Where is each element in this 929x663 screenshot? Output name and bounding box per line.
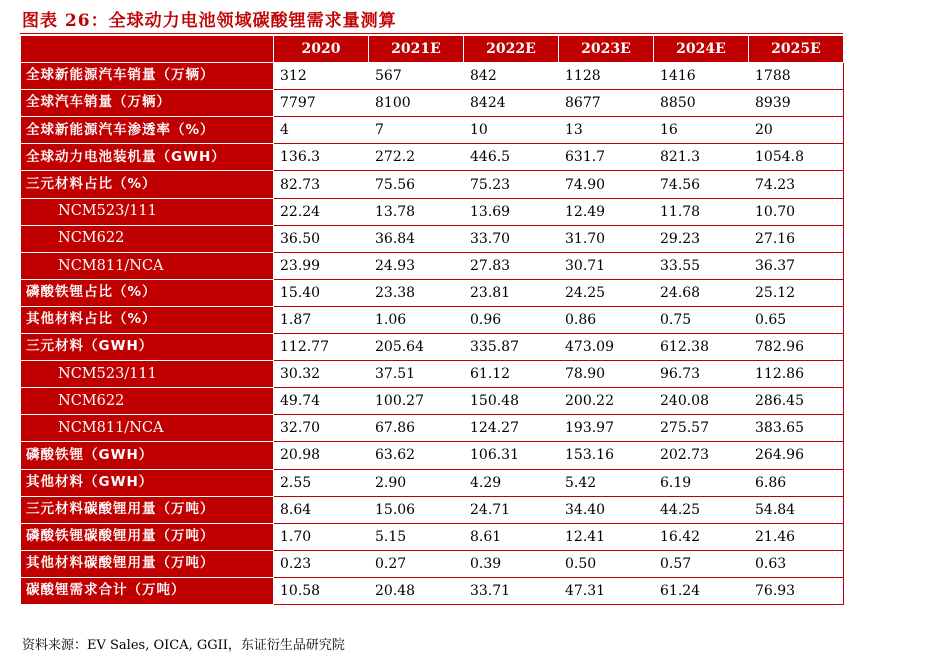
table-cell: 63.62	[369, 442, 464, 469]
row-label: 磷酸铁锂（GWH）	[21, 442, 274, 469]
row-label: 三元材料占比（%）	[21, 171, 274, 198]
row-label: 其他材料占比（%）	[21, 306, 274, 333]
table-cell: 5.42	[559, 469, 654, 496]
table-cell: 20.98	[274, 442, 369, 469]
table-cell: 74.23	[749, 171, 844, 198]
table-cell: 25.12	[749, 279, 844, 306]
table-cell: 23.81	[464, 279, 559, 306]
table-cell: 136.3	[274, 144, 369, 171]
table-cell: 24.68	[654, 279, 749, 306]
table-cell: 37.51	[369, 361, 464, 388]
table-cell: 1416	[654, 63, 749, 90]
table-cell: 7	[369, 117, 464, 144]
table-cell: 20	[749, 117, 844, 144]
row-label: 全球动力电池装机量（GWH）	[21, 144, 274, 171]
table-cell: 106.31	[464, 442, 559, 469]
table-cell: 124.27	[464, 415, 559, 442]
table-cell: 2.90	[369, 469, 464, 496]
table-cell: 202.73	[654, 442, 749, 469]
table-cell: 0.65	[749, 306, 844, 333]
table-row	[21, 144, 844, 171]
table-cell: 473.09	[559, 334, 654, 361]
row-label: NCM811/NCA	[21, 415, 274, 442]
table-cell: 1.70	[274, 523, 369, 550]
table-cell: 1788	[749, 63, 844, 90]
table-cell: 0.96	[464, 306, 559, 333]
table-cell: 20.48	[369, 577, 464, 604]
table-cell: 27.83	[464, 252, 559, 279]
table-cell: 16	[654, 117, 749, 144]
table-cell: 112.86	[749, 361, 844, 388]
table-cell: 74.90	[559, 171, 654, 198]
table-cell: 24.71	[464, 496, 559, 523]
table-cell: 23.38	[369, 279, 464, 306]
table-cell: 8677	[559, 90, 654, 117]
column-header: 2021E	[369, 36, 464, 63]
table-row	[21, 496, 844, 523]
table-cell: 47.31	[559, 577, 654, 604]
table-cell: 1128	[559, 63, 654, 90]
table-cell: 0.39	[464, 550, 559, 577]
table-cell: 49.74	[274, 388, 369, 415]
table-cell: 13.69	[464, 198, 559, 225]
table-row	[21, 63, 844, 90]
table-cell: 74.56	[654, 171, 749, 198]
table-cell: 6.19	[654, 469, 749, 496]
column-header: 2020	[274, 36, 369, 63]
table-cell: 12.49	[559, 198, 654, 225]
table-row	[21, 117, 844, 144]
column-header: 2022E	[464, 36, 559, 63]
table-cell: 383.65	[749, 415, 844, 442]
table-row	[21, 306, 844, 333]
table-row	[21, 550, 844, 577]
table-cell: 150.48	[464, 388, 559, 415]
column-header: 2023E	[559, 36, 654, 63]
table-cell: 200.22	[559, 388, 654, 415]
table-cell: 10	[464, 117, 559, 144]
figure-title: 图表 26：全球动力电池领域碳酸锂需求量测算	[22, 11, 397, 31]
row-label: NCM622	[21, 388, 274, 415]
table-cell: 631.7	[559, 144, 654, 171]
table-cell: 782.96	[749, 334, 844, 361]
table-cell: 612.38	[654, 334, 749, 361]
row-label: NCM811/NCA	[21, 252, 274, 279]
table-cell: 44.25	[654, 496, 749, 523]
row-label: 其他材料（GWH）	[21, 469, 274, 496]
table-cell: 4.29	[464, 469, 559, 496]
table-cell: 100.27	[369, 388, 464, 415]
table-cell: 153.16	[559, 442, 654, 469]
table-cell: 335.87	[464, 334, 559, 361]
table-cell: 8.61	[464, 523, 559, 550]
table-cell: 61.24	[654, 577, 749, 604]
table-cell: 30.71	[559, 252, 654, 279]
table-cell: 0.63	[749, 550, 844, 577]
table-cell: 0.50	[559, 550, 654, 577]
row-label: 碳酸锂需求合计（万吨）	[21, 577, 274, 604]
source-note: 资料来源：EV Sales, OICA, GGII，东证衍生品研究院	[22, 638, 345, 653]
table-cell: 36.84	[369, 225, 464, 252]
table-cell: 23.99	[274, 252, 369, 279]
table-cell: 0.23	[274, 550, 369, 577]
table-cell: 7797	[274, 90, 369, 117]
table-cell: 10.58	[274, 577, 369, 604]
table-cell: 1.06	[369, 306, 464, 333]
table-row	[21, 388, 844, 415]
table-cell: 8.64	[274, 496, 369, 523]
table-cell: 8939	[749, 90, 844, 117]
table-cell: 821.3	[654, 144, 749, 171]
table-cell: 36.37	[749, 252, 844, 279]
table-cell: 264.96	[749, 442, 844, 469]
table-cell: 1054.8	[749, 144, 844, 171]
table-cell: 8850	[654, 90, 749, 117]
table-cell: 30.32	[274, 361, 369, 388]
table-cell: 275.57	[654, 415, 749, 442]
table-row	[21, 523, 844, 550]
table-row	[21, 90, 844, 117]
table-cell: 13	[559, 117, 654, 144]
column-header: 2024E	[654, 36, 749, 63]
table-row	[21, 252, 844, 279]
row-label: 磷酸铁锂碳酸锂用量（万吨）	[21, 523, 274, 550]
table-cell: 0.86	[559, 306, 654, 333]
table-cell: 75.56	[369, 171, 464, 198]
row-label: NCM523/111	[21, 198, 274, 225]
table-row	[21, 577, 844, 604]
table-row	[21, 279, 844, 306]
table-cell: 0.27	[369, 550, 464, 577]
table-cell: 0.75	[654, 306, 749, 333]
table-cell: 205.64	[369, 334, 464, 361]
table-cell: 842	[464, 63, 559, 90]
table-cell: 446.5	[464, 144, 559, 171]
table-cell: 8100	[369, 90, 464, 117]
table-cell: 61.12	[464, 361, 559, 388]
table-cell: 24.93	[369, 252, 464, 279]
table-cell: 78.90	[559, 361, 654, 388]
table-row	[21, 198, 844, 225]
table-cell: 8424	[464, 90, 559, 117]
table-cell: 27.16	[749, 225, 844, 252]
table-cell: 13.78	[369, 198, 464, 225]
table-cell: 10.70	[749, 198, 844, 225]
table-cell: 33.55	[654, 252, 749, 279]
table-cell: 5.15	[369, 523, 464, 550]
table-cell: 54.84	[749, 496, 844, 523]
row-label: 全球汽车销量（万辆）	[21, 90, 274, 117]
row-label: 磷酸铁锂占比（%）	[21, 279, 274, 306]
title-divider	[20, 33, 843, 34]
column-header: 2025E	[749, 36, 844, 63]
table-cell: 67.86	[369, 415, 464, 442]
table-cell: 16.42	[654, 523, 749, 550]
table-cell: 76.93	[749, 577, 844, 604]
table-cell: 15.40	[274, 279, 369, 306]
row-label: NCM622	[21, 225, 274, 252]
table-cell: 29.23	[654, 225, 749, 252]
table-body	[21, 63, 844, 605]
table-cell: 36.50	[274, 225, 369, 252]
table-cell: 34.40	[559, 496, 654, 523]
table-row	[21, 225, 844, 252]
row-label: 其他材料碳酸锂用量（万吨）	[21, 550, 274, 577]
table-row	[21, 334, 844, 361]
table-cell: 567	[369, 63, 464, 90]
table-cell: 32.70	[274, 415, 369, 442]
table-cell: 11.78	[654, 198, 749, 225]
table-cell: 31.70	[559, 225, 654, 252]
header-corner-cell	[21, 36, 274, 63]
table-cell: 75.23	[464, 171, 559, 198]
table-cell: 312	[274, 63, 369, 90]
table-cell: 12.41	[559, 523, 654, 550]
table-cell: 82.73	[274, 171, 369, 198]
table-cell: 4	[274, 117, 369, 144]
table-cell: 24.25	[559, 279, 654, 306]
table-row	[21, 415, 844, 442]
row-label: 全球新能源汽车渗透率（%）	[21, 117, 274, 144]
table-cell: 33.70	[464, 225, 559, 252]
table-row	[21, 442, 844, 469]
table-cell: 193.97	[559, 415, 654, 442]
table-cell: 21.46	[749, 523, 844, 550]
row-label: 三元材料（GWH）	[21, 334, 274, 361]
table-row	[21, 171, 844, 198]
table-cell: 15.06	[369, 496, 464, 523]
table-row	[21, 361, 844, 388]
table-cell: 0.57	[654, 550, 749, 577]
table-header-row	[21, 36, 844, 63]
table-cell: 2.55	[274, 469, 369, 496]
table-cell: 272.2	[369, 144, 464, 171]
row-label: 三元材料碳酸锂用量（万吨）	[21, 496, 274, 523]
table-cell: 96.73	[654, 361, 749, 388]
table-cell: 286.45	[749, 388, 844, 415]
lithium-demand-table	[20, 35, 844, 605]
table-cell: 240.08	[654, 388, 749, 415]
table-row	[21, 469, 844, 496]
table-cell: 6.86	[749, 469, 844, 496]
table-cell: 112.77	[274, 334, 369, 361]
table-cell: 33.71	[464, 577, 559, 604]
table-cell: 22.24	[274, 198, 369, 225]
row-label: NCM523/111	[21, 361, 274, 388]
row-label: 全球新能源汽车销量（万辆）	[21, 63, 274, 90]
table-cell: 1.87	[274, 306, 369, 333]
